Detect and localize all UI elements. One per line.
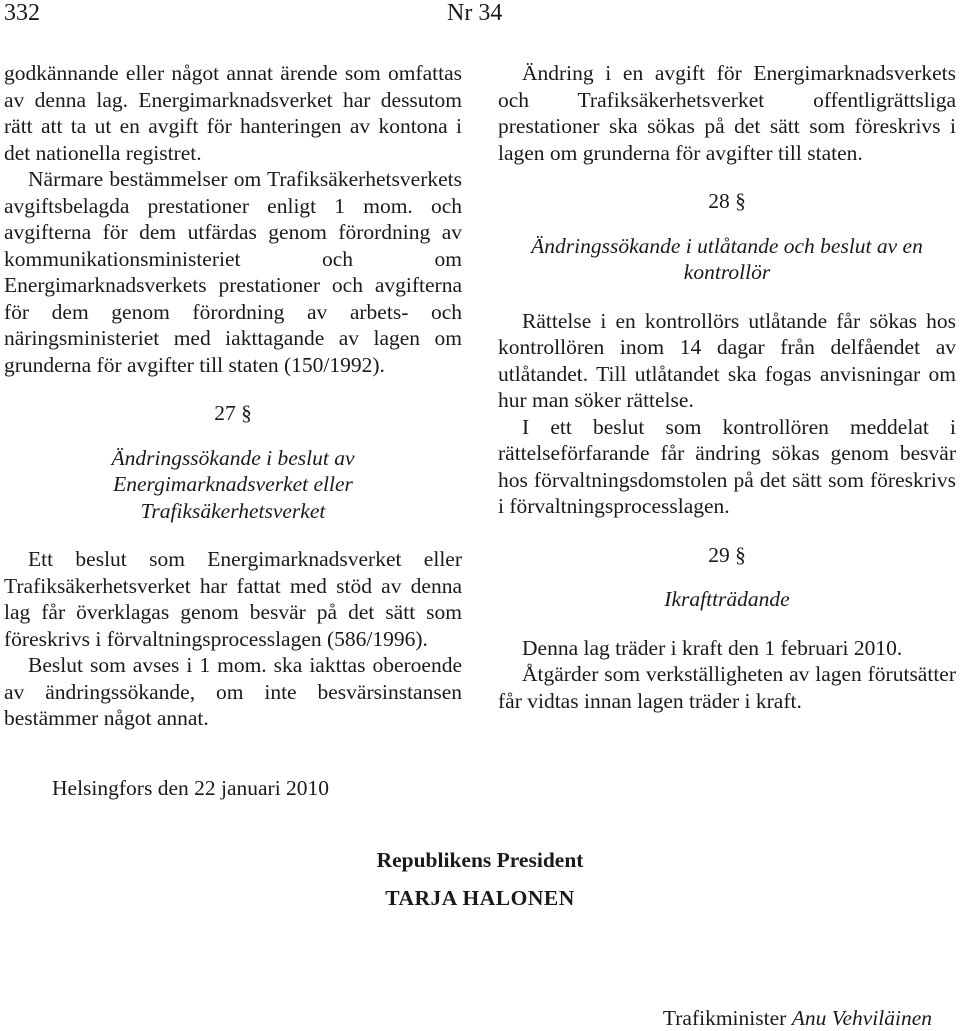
section-number: 28 § <box>708 189 746 213</box>
minister-name: Anu Vehviläinen <box>791 1006 932 1030</box>
paragraph: Denna lag träder i kraft den 1 februari 2010. <box>522 635 903 660</box>
president-title: Republikens President <box>376 848 584 872</box>
left-column <box>4 60 462 732</box>
paragraph: Rättelse i en kontrollörs utlåtande får sökas hos kontrollören inom 14 dagar från delfåendet av utlåtandet. Till utlåtandet ska fogas anvisningar om hur man söker rättelse. <box>498 308 956 412</box>
section-title: Ändringssökande i utlåtande och beslut av en kontrollör <box>531 233 923 284</box>
paragraph: Ett beslut som Energimarknadsverket eller Trafiksäkerhetsverket har fattat med stöd av denna lag får överklagas genom besvär på det sätt som föreskrivs i förvaltningsprocesslagen (586/1996). <box>4 547 462 651</box>
paragraph: Närmare bestämmelser om Trafiksäkerhetsverkets avgiftsbelagda prestationer enligt 1 mom. och avgifterna för dem utfärdas genom förordning av kommunikationsministeriet och om Energimarknadsverkets prestationer och avgifterna för dem genom förordning av arbets- och näringsministeriet med iakttagande av lagen om grunderna för avgifter till staten (150/1992). <box>4 167 462 377</box>
paragraph: Ändring i en avgift för Energimarknadsverkets och Trafiksäkerhetsverket offentligrättsliga prestationer ska sökas på det sätt som föreskrivs i lagen om grunderna för avgifter till staten. <box>498 61 956 165</box>
paragraph: Åtgärder som verkställigheten av lagen förutsätter får vidtas innan lagen träder i kraft. <box>498 662 956 713</box>
right-column <box>498 60 956 714</box>
page-number: 332 <box>4 0 40 26</box>
section-number: 27 § <box>214 401 252 425</box>
minister-signature <box>663 1005 932 1031</box>
paragraph: Beslut som avses i 1 mom. ska iakttas oberoende av ändringssökande, om inte besvärsinstansen bestämmer något annat. <box>4 653 462 730</box>
section-title: Ändringssökande i beslut av Energimarknadsverket eller Trafiksäkerhetsverket <box>111 445 355 523</box>
section-title: Ikraftträdande <box>664 587 790 611</box>
signature-place-date: Helsingfors den 22 januari 2010 <box>52 776 330 800</box>
section-number: 29 § <box>708 542 746 567</box>
minister-title: Trafikminister <box>662 1006 787 1030</box>
paragraph: godkännande eller något annat ärende som omfattas av denna lag. Energimarknadsverket har dessutom rätt att ta ut en avgift för hanteringen av kontona i det nationella registret. <box>4 61 462 165</box>
president-name: TARJA HALONEN <box>385 886 575 910</box>
paragraph: I ett beslut som kontrollören meddelat i rättelseförfarande får ändring sökas genom besvär hos förvaltningsdomstolen på det sätt som föreskrivs i förvaltningsprocesslagen. <box>498 414 956 518</box>
issue-number: Nr 34 <box>447 0 503 26</box>
